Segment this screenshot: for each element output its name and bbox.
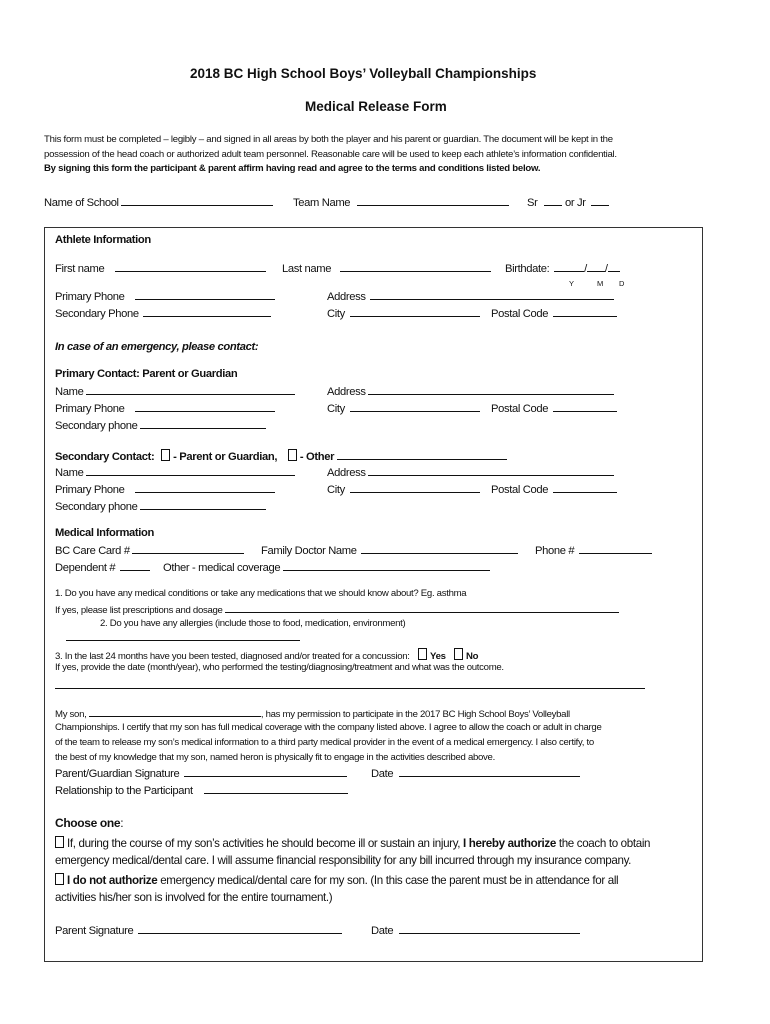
checkbox-other[interactable] — [288, 449, 297, 461]
choose-one-colon: : — [120, 816, 124, 830]
primary-contact-phone-row — [55, 402, 275, 415]
secondary-contact-postal-field[interactable] — [553, 483, 617, 493]
intro-line-1: This form must be completed – legibly – and signed in all areas by both the player and his parent or guardian. The document will be kept in the — [44, 134, 613, 145]
authorize-line-2: emergency medical/dental care. I will assume financial responsibility for any bill incurred through my insurance company. — [55, 854, 632, 867]
medical-heading: Medical Information — [55, 527, 155, 539]
question-1: 1. Do you have any medical conditions or take any medications that we should know about? Eg. asthma — [55, 588, 467, 599]
dependent-label: Dependent # — [55, 562, 116, 574]
primary-contact-phone-field[interactable] — [135, 402, 275, 412]
secondary-contact-opt2: - Other — [299, 451, 335, 463]
athlete-city-row — [327, 307, 480, 320]
care-card-label: BC Care Card # — [55, 545, 130, 557]
grade-row — [527, 196, 609, 209]
birthdate-year-field[interactable] — [554, 262, 584, 272]
question-3-row — [55, 648, 478, 662]
last-name-field[interactable] — [340, 262, 491, 272]
jr-field[interactable] — [591, 196, 609, 206]
athlete-secondary-phone-field[interactable] — [143, 307, 271, 317]
primary-contact-city-field[interactable] — [350, 402, 480, 412]
secondary-contact-secondary-phone-field[interactable] — [140, 500, 266, 510]
primary-contact-secondary-phone-field[interactable] — [140, 419, 266, 429]
relationship-label: Relationship to the Participant — [55, 785, 193, 797]
birthdate-row: Birthdate: / / — [505, 262, 620, 275]
parent-signature-field[interactable] — [138, 924, 342, 934]
secondary-contact-name-label: Name — [55, 467, 84, 479]
athlete-city-field[interactable] — [350, 307, 480, 317]
secondary-contact-heading-row — [55, 449, 507, 463]
athlete-secondary-phone-label: Secondary Phone — [55, 308, 139, 320]
first-name-row — [55, 262, 266, 275]
secondary-contact-secondary-phone-label: Secondary phone — [55, 501, 138, 513]
secondary-contact-address-row — [327, 466, 614, 479]
athlete-primary-phone-label: Primary Phone — [55, 291, 125, 303]
secondary-contact-opt1: - Parent or Guardian, — [173, 451, 278, 463]
sr-label: Sr — [527, 197, 538, 209]
primary-contact-name-label: Name — [55, 386, 84, 398]
question-3b: If yes, provide the date (month/year), who performed the testing/diagnosing/treatment and what was the outcome. — [55, 662, 504, 673]
primary-contact-postal-label: Postal Code — [491, 403, 549, 415]
question-1b: If yes, please list prescriptions and dosage — [55, 605, 223, 616]
last-name-label: Last name — [282, 263, 332, 275]
secondary-contact-heading: Secondary Contact: — [55, 451, 155, 463]
primary-contact-address-row — [327, 385, 614, 398]
secondary-contact-postal-label: Postal Code — [491, 484, 549, 496]
intro-line-3: By signing this form the participant & parent affirm having read and agree to the terms and conditions listed below. — [44, 163, 541, 174]
parent-date-label: Date — [371, 925, 394, 937]
secondary-contact-postal-row — [491, 483, 617, 496]
doctor-phone-label: Phone # — [535, 545, 575, 557]
authorize-pre: If, during the course of my son’s activities he should become ill or sustain an injury, — [67, 837, 461, 850]
athlete-primary-phone-row — [55, 290, 275, 303]
not-authorize-post: emergency medical/dental care for my son. (In this case the parent must be in attendance for all — [160, 874, 619, 887]
concussion-yes-label: Yes — [430, 651, 446, 662]
not-authorize-bold: I do not authorize — [67, 874, 158, 887]
team-name-label: Team Name — [293, 197, 351, 209]
secondary-contact-address-label: Address — [327, 467, 366, 479]
team-name-field[interactable] — [357, 196, 509, 206]
athlete-address-row — [327, 290, 614, 303]
consent-line-2: Championships. I certify that my son has full medical coverage with the company listed above. I agree to allow the coach or adult in charge — [55, 722, 602, 733]
care-card-row — [55, 544, 244, 557]
athlete-postal-label: Postal Code — [491, 308, 549, 320]
primary-contact-secondary-phone-row — [55, 419, 266, 432]
athlete-address-field[interactable] — [370, 290, 614, 300]
family-doctor-field[interactable] — [361, 544, 518, 554]
emergency-heading: In case of an emergency, please contact: — [55, 341, 259, 353]
doctor-phone-row — [535, 544, 652, 557]
relationship-row — [55, 784, 348, 797]
care-card-field[interactable] — [132, 544, 244, 554]
birthdate-d: D — [619, 279, 625, 288]
secondary-contact-city-field[interactable] — [350, 483, 480, 493]
checkbox-concussion-no[interactable] — [454, 648, 463, 660]
son-name-field[interactable] — [89, 707, 261, 717]
primary-contact-address-label: Address — [327, 386, 366, 398]
primary-contact-address-field[interactable] — [368, 385, 614, 395]
concussion-details-field[interactable] — [55, 688, 645, 689]
sr-field[interactable] — [544, 196, 562, 206]
secondary-contact-city-row — [327, 483, 480, 496]
authorize-option — [55, 836, 650, 850]
checkbox-not-authorize[interactable] — [55, 873, 64, 885]
secondary-contact-city-label: City — [327, 484, 345, 496]
authorize-post: the coach to obtain — [558, 837, 651, 850]
or-label: or — [565, 197, 575, 209]
guardian-date-field[interactable] — [399, 767, 580, 777]
birthdate-label: Birthdate: — [505, 263, 550, 275]
guardian-date-label: Date — [371, 768, 394, 780]
doctor-phone-field[interactable] — [579, 544, 652, 554]
first-name-label: First name — [55, 263, 105, 275]
parent-signature-row — [55, 924, 342, 937]
question-3: 3. In the last 24 months have you been tested, diagnosed and/or treated for a concussion: — [55, 651, 410, 662]
athlete-postal-field[interactable] — [553, 307, 617, 317]
jr-label: Jr — [577, 197, 586, 209]
secondary-contact-address-field[interactable] — [368, 466, 614, 476]
primary-contact-phone-label: Primary Phone — [55, 403, 125, 415]
athlete-secondary-phone-row — [55, 307, 271, 320]
family-doctor-row — [261, 544, 518, 557]
athlete-address-label: Address — [327, 291, 366, 303]
form-title: 2018 BC High School Boys’ Volleyball Championships — [190, 66, 537, 81]
birthdate-day-field[interactable] — [608, 262, 620, 272]
primary-contact-secondary-phone-label: Secondary phone — [55, 420, 138, 432]
consent-rest-1: , has my permission to participate in the 2017 BC High School Boys’ Volleyball — [260, 709, 570, 720]
secondary-contact-name-field[interactable] — [86, 466, 295, 476]
checkbox-concussion-yes[interactable] — [418, 648, 427, 660]
athlete-postal-row — [491, 307, 617, 320]
prescriptions-field[interactable] — [225, 603, 619, 613]
form-subtitle: Medical Release Form — [305, 99, 447, 114]
primary-contact-postal-field[interactable] — [553, 402, 617, 412]
primary-contact-name-field[interactable] — [86, 385, 295, 395]
not-authorize-line-2: activities his/her son is involved for the entire tournament.) — [55, 891, 333, 904]
athlete-primary-phone-field[interactable] — [135, 290, 275, 300]
consent-my-son: My son, — [55, 709, 87, 720]
last-name-row — [282, 262, 491, 275]
authorize-bold: I hereby authorize — [463, 837, 556, 850]
concussion-no-label: No — [466, 651, 479, 662]
allergies-field[interactable] — [66, 640, 300, 641]
parent-date-row — [371, 924, 580, 937]
guardian-signature-field[interactable] — [184, 767, 347, 777]
not-authorize-option — [55, 873, 618, 887]
guardian-date-row — [371, 767, 580, 780]
other-coverage-field[interactable] — [283, 561, 490, 571]
consent-line-4: the best of my knowledge that my son, named heron is physically fit to engage in the activities described above. — [55, 752, 495, 763]
first-name-field[interactable] — [115, 262, 266, 272]
secondary-contact-secondary-phone-row — [55, 500, 266, 513]
birthdate-y: Y — [569, 279, 575, 288]
birthdate-month-field[interactable] — [587, 262, 605, 272]
other-coverage-label: Other - medical coverage — [163, 562, 281, 574]
primary-contact-heading: Primary Contact: Parent or Guardian — [55, 368, 238, 380]
intro-line-2: possession of the head coach or authorized adult team personnel. Reasonable care will be used to keep each athlete’s information confidential. — [44, 149, 617, 160]
question-2: 2. Do you have any allergies (include those to food, medication, environment) — [100, 618, 406, 629]
dependent-row — [55, 561, 150, 574]
other-field[interactable] — [337, 450, 507, 460]
birthdate-m: M — [597, 279, 604, 288]
primary-contact-name-row — [55, 385, 295, 398]
school-name-field[interactable] — [121, 196, 273, 206]
secondary-contact-phone-row — [55, 483, 275, 496]
primary-contact-city-label: City — [327, 403, 345, 415]
primary-contact-postal-row — [491, 402, 617, 415]
team-row — [293, 196, 509, 209]
school-row — [44, 196, 273, 209]
question-1b-row — [55, 603, 619, 616]
checkbox-parent-guardian[interactable] — [161, 449, 170, 461]
athlete-city-label: City — [327, 308, 345, 320]
choose-one-heading: Choose one — [55, 816, 121, 830]
checkbox-authorize[interactable] — [55, 836, 64, 848]
guardian-signature-label: Parent/Guardian Signature — [55, 768, 180, 780]
secondary-contact-phone-field[interactable] — [135, 483, 275, 493]
other-coverage-row — [163, 561, 490, 574]
family-doctor-label: Family Doctor Name — [261, 545, 357, 557]
school-name-label: Name of School — [44, 197, 119, 209]
parent-signature-label: Parent Signature — [55, 925, 134, 937]
guardian-signature-row — [55, 767, 347, 780]
parent-date-field[interactable] — [399, 924, 580, 934]
secondary-contact-name-row — [55, 466, 295, 479]
choose-one-row — [55, 816, 123, 830]
relationship-field[interactable] — [204, 784, 348, 794]
secondary-contact-phone-label: Primary Phone — [55, 484, 125, 496]
dependent-field[interactable] — [120, 561, 150, 571]
athlete-heading: Athlete Information — [55, 234, 151, 246]
consent-line-1 — [55, 707, 570, 720]
primary-contact-city-row — [327, 402, 480, 415]
consent-line-3: of the team to release my son’s medical information to a third party medical provider in the event of a medical emergency. I also certify, to — [55, 737, 594, 748]
